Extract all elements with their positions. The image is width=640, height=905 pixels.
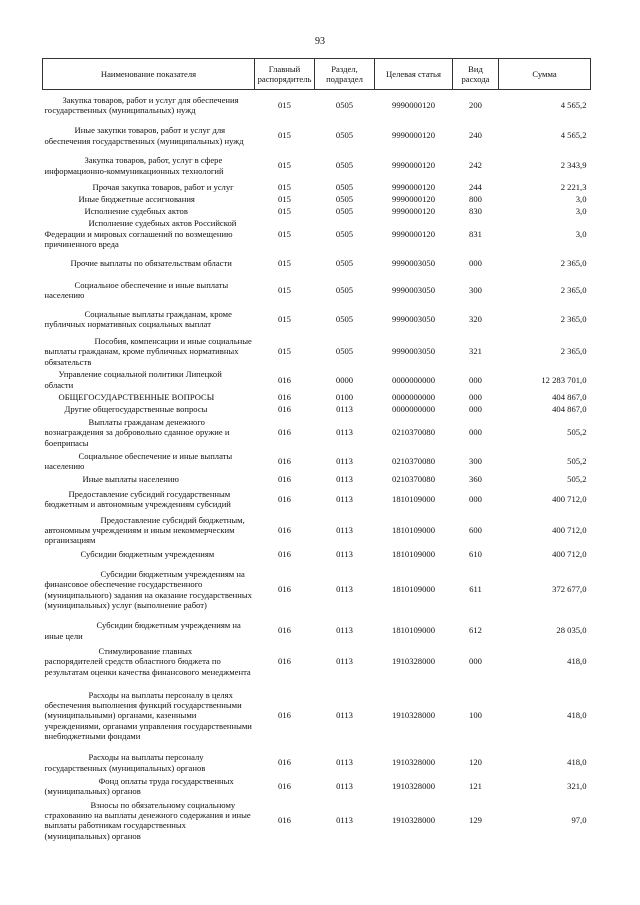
row-sum: 400 712,0: [552, 525, 587, 536]
table-row: [43, 217, 591, 250]
row-kind: 610: [469, 549, 482, 560]
row-sum: 2 343,9: [560, 160, 587, 171]
row-main: 015: [278, 258, 291, 269]
row-kind: 240: [469, 130, 482, 141]
row-kind: 100: [469, 710, 482, 721]
row-name: Закупка товаров, работ и услуг для обеспечения государственных (муниципальных) нужд: [44, 94, 239, 116]
row-sum: 4 565,2: [560, 100, 587, 111]
row-name: Социальное обеспечение и иные выплаты населению: [44, 450, 233, 471]
row-main: 016: [278, 757, 291, 768]
row-main: 016: [278, 474, 291, 485]
row-target: 1810109000: [392, 494, 435, 505]
row-target: 9990000120: [392, 181, 435, 192]
table-row: [43, 512, 591, 548]
row-section: 0113: [336, 427, 353, 438]
row-sum: 12 283 701,0: [541, 374, 587, 385]
table-row: [43, 548, 591, 560]
row-kind: 244: [469, 181, 482, 192]
table-row: [43, 797, 591, 843]
row-kind: 121: [469, 780, 482, 791]
row-section: 0505: [335, 285, 354, 296]
table-row: [43, 151, 591, 181]
row-target: 9990003050: [392, 314, 435, 325]
row-sum: 28 035,0: [556, 625, 587, 636]
row-main: 016: [278, 374, 291, 385]
table-row: [43, 416, 591, 450]
row-name: Субсидии бюджетным учреждениям на иные цели: [44, 620, 241, 641]
row-target: 9990003050: [392, 258, 435, 269]
row-kind: 360: [469, 474, 482, 485]
row-kind: 831: [469, 228, 482, 239]
table-row: [43, 276, 591, 304]
col-header-kind: Вид расхода: [453, 59, 499, 90]
row-target: 9990000120: [392, 193, 435, 204]
table-row: [43, 391, 591, 403]
row-main: 016: [278, 494, 291, 505]
row-target: 1810109000: [392, 525, 435, 536]
row-kind: 000: [469, 258, 482, 269]
row-main: 016: [278, 656, 291, 667]
row-kind: 612: [469, 625, 482, 636]
row-section: 0113: [336, 815, 353, 826]
row-section: 0113: [336, 710, 353, 721]
table-row: [43, 775, 591, 798]
row-target: 0000000000: [392, 374, 435, 385]
row-sum: 3,0: [575, 193, 587, 204]
table-row: [43, 90, 591, 121]
row-main: 015: [278, 314, 291, 325]
row-name: Исполнение судебных актов Российской Федерации и мировых соглашений по возмещению причиненного вреда: [44, 218, 237, 250]
row-kind: 300: [469, 455, 482, 466]
row-name: Иные выплаты населению: [82, 474, 179, 485]
table-row: [43, 193, 591, 205]
row-main: 015: [278, 228, 291, 239]
row-name: Субсидии бюджетным учреждениям на финансовое обеспечение государственного (муниципального) задания на оказание государственных (муниципальных) услуг (выполнение работ): [44, 568, 252, 610]
table-row: [43, 205, 591, 217]
row-section: 0505: [335, 193, 354, 204]
row-target: 1810109000: [392, 549, 435, 560]
table-row: [43, 681, 591, 751]
row-section: 0505: [335, 181, 354, 192]
row-sum: 372 677,0: [552, 584, 587, 595]
row-target: 9990000120: [392, 130, 435, 141]
table-row: [43, 486, 591, 512]
row-name: Стимулирование главных распорядителей средств областного бюджета по результатам оценки качества финансового менеджмента: [44, 646, 251, 677]
row-section: 0100: [335, 392, 354, 402]
row-name: Иные бюджетные ассигнования: [78, 193, 195, 204]
page-number: 93: [315, 36, 325, 47]
row-section: 0113: [336, 780, 353, 791]
row-sum: 400 712,0: [552, 494, 587, 505]
row-kind: 000: [469, 427, 482, 438]
row-sum: 418,0: [567, 656, 587, 667]
row-section: 0505: [335, 206, 354, 217]
table-row: [43, 368, 591, 391]
row-name: Предоставление субсидий бюджетным, автономным учреждениям и иным некоммерческим организациям: [44, 514, 245, 546]
row-kind: 120: [469, 757, 482, 768]
row-target: 9990003050: [392, 285, 435, 296]
row-section: 0113: [336, 404, 353, 415]
col-header-name: Наименование показателя: [43, 59, 255, 90]
row-name: Исполнение судебных актов: [84, 206, 188, 217]
col-header-sum: Сумма: [499, 59, 591, 90]
col-header-main: Главный распорядитель: [255, 59, 315, 90]
row-section: 0505: [335, 258, 354, 269]
table-row: [43, 751, 591, 775]
row-target: 9990003050: [392, 346, 435, 357]
row-target: 0210370080: [392, 455, 435, 466]
row-name: Фонд оплаты труда государственных (муниципальных) органов: [44, 775, 234, 796]
row-main: 016: [278, 815, 291, 826]
row-name: Управление социальной политики Липецкой области: [44, 369, 222, 390]
row-main: 016: [278, 392, 291, 402]
row-name: Социальные выплаты гражданам, кроме публичных нормативных социальных выплат: [44, 309, 232, 330]
row-main: 016: [278, 404, 291, 415]
row-main: 015: [278, 130, 291, 141]
row-sum: 505,2: [567, 474, 587, 485]
row-sum: 505,2: [567, 427, 587, 438]
row-section: 0113: [336, 584, 353, 595]
row-section: 0113: [336, 494, 353, 505]
row-name: Прочие выплаты по обязательствам области: [70, 258, 232, 269]
row-kind: 600: [469, 525, 482, 536]
row-section: 0113: [336, 656, 353, 667]
row-target: 0000000000: [392, 392, 435, 402]
row-target: 1910328000: [392, 656, 435, 667]
table-row: [43, 450, 591, 473]
row-name: Выплаты гражданам денежного вознаграждения за добровольно сданное оружие и боеприпасы: [44, 417, 230, 448]
table-row: [43, 561, 591, 619]
row-sum: 404 867,0: [552, 392, 587, 402]
row-section: 0113: [336, 757, 353, 768]
row-name: Пособия, компенсации и иные социальные выплаты гражданам, кроме публичных нормативных обязательств: [44, 335, 252, 367]
row-target: 1810109000: [392, 625, 435, 636]
row-target: 9990000120: [392, 160, 435, 171]
row-sum: 2 365,0: [560, 346, 587, 357]
row-target: 0000000000: [392, 404, 435, 415]
table-row: [43, 334, 591, 368]
row-section: 0505: [335, 228, 354, 239]
row-name: Расходы на выплаты персоналу в целях обеспечения выполнения функций государственными (муниципальными) органами, казенными учреждениями, органами управления государственными внебюджетными фондами: [44, 689, 252, 742]
row-sum: 2 221,3: [560, 181, 587, 192]
row-name: Расходы на выплаты персоналу государственных (муниципальных) органов: [44, 752, 206, 773]
table-row: [43, 643, 591, 681]
row-sum: 3,0: [575, 206, 587, 217]
row-target: 1910328000: [392, 815, 435, 826]
row-target: 1910328000: [392, 780, 435, 791]
row-kind: 129: [469, 815, 482, 826]
row-sum: 404 867,0: [552, 404, 587, 415]
row-name: Взносы по обязательному социальному страхованию на выплаты денежного содержания и иные выплаты работникам государственных (муниципальных) органов: [44, 799, 251, 841]
row-name: Иные закупки товаров, работ и услуг для обеспечения государственных (муниципальных) нужд: [44, 125, 244, 146]
row-name: Другие общегосударственные вопросы: [64, 404, 208, 415]
row-target: 0210370080: [392, 474, 435, 485]
row-sum: 400 712,0: [552, 549, 587, 560]
row-sum: 2 365,0: [560, 258, 587, 269]
row-kind: 000: [469, 374, 482, 385]
row-name: ОБЩЕГОСУДАРСТВЕННЫЕ ВОПРОСЫ: [58, 392, 215, 402]
row-section: 0505: [335, 314, 354, 325]
row-kind: 000: [469, 392, 482, 402]
row-sum: 3,0: [575, 228, 587, 239]
row-kind: 611: [469, 584, 482, 595]
row-main: 015: [278, 206, 291, 217]
row-sum: 97,0: [571, 815, 587, 826]
row-main: 015: [278, 346, 291, 357]
table-row: [43, 403, 591, 415]
row-sum: 2 365,0: [560, 285, 587, 296]
table-row: [43, 304, 591, 334]
row-kind: 000: [469, 494, 482, 505]
row-name: Предоставление субсидий государственным бюджетным и автономным учреждениям субсидий: [44, 488, 231, 510]
row-sum: 321,0: [567, 780, 587, 791]
row-kind: 830: [469, 206, 482, 217]
row-kind: 800: [469, 193, 482, 204]
row-main: 015: [278, 285, 291, 296]
row-kind: 000: [469, 404, 482, 415]
row-main: 016: [278, 427, 291, 438]
table-body: [43, 90, 591, 844]
budget-table: [42, 58, 591, 843]
row-sum: 4 565,2: [560, 130, 587, 141]
row-main: 016: [278, 710, 291, 721]
row-sum: 2 365,0: [560, 314, 587, 325]
row-main: 015: [278, 193, 291, 204]
table-row: [43, 619, 591, 643]
row-sum: 418,0: [567, 710, 587, 721]
row-target: 9990000120: [392, 100, 435, 111]
row-kind: 000: [469, 656, 482, 667]
row-main: 016: [278, 584, 291, 595]
table-row: [43, 121, 591, 151]
row-section: 0505: [335, 346, 354, 357]
row-name: Социальное обеспечение и иные выплаты населению: [44, 280, 229, 301]
row-main: 015: [278, 181, 291, 192]
row-target: 9990000120: [392, 206, 435, 217]
col-header-section: Раздел, подраздел: [315, 59, 375, 90]
col-header-target: Целевая статья: [375, 59, 453, 90]
row-kind: 300: [469, 285, 482, 296]
table-row: [43, 181, 591, 193]
row-name: Субсидии бюджетным учреждениям: [80, 549, 215, 560]
row-main: 016: [278, 625, 291, 636]
row-target: 1910328000: [392, 710, 435, 721]
row-section: 0113: [336, 455, 353, 466]
row-main: 015: [278, 160, 291, 171]
row-section: 0113: [336, 474, 353, 485]
row-target: 1910328000: [392, 757, 435, 768]
row-main: 016: [278, 549, 291, 560]
row-name: Закупка товаров, работ, услуг в сфере информационно-коммуникационных технологий: [44, 155, 224, 176]
row-sum: 418,0: [567, 757, 587, 768]
table-row: [43, 250, 591, 276]
row-sum: 505,2: [567, 455, 587, 466]
row-section: 0113: [336, 625, 353, 636]
row-kind: 242: [469, 160, 482, 171]
row-target: 0210370080: [392, 427, 435, 438]
table-row: [43, 472, 591, 486]
row-section: 0505: [335, 160, 354, 171]
row-section: 0505: [335, 100, 354, 111]
row-kind: 321: [469, 346, 482, 357]
row-main: 016: [278, 780, 291, 791]
row-kind: 320: [469, 314, 482, 325]
table-header: [43, 59, 591, 90]
row-target: 1810109000: [392, 584, 435, 595]
row-section: 0000: [335, 374, 354, 385]
row-main: 015: [278, 100, 291, 111]
row-section: 0113: [336, 549, 353, 560]
row-main: 016: [278, 525, 291, 536]
row-target: 9990000120: [392, 228, 435, 239]
row-main: 016: [278, 455, 291, 466]
row-section: 0113: [336, 525, 353, 536]
row-kind: 200: [469, 100, 482, 111]
row-section: 0505: [335, 130, 354, 141]
row-name: Прочая закупка товаров, работ и услуг: [92, 181, 234, 192]
